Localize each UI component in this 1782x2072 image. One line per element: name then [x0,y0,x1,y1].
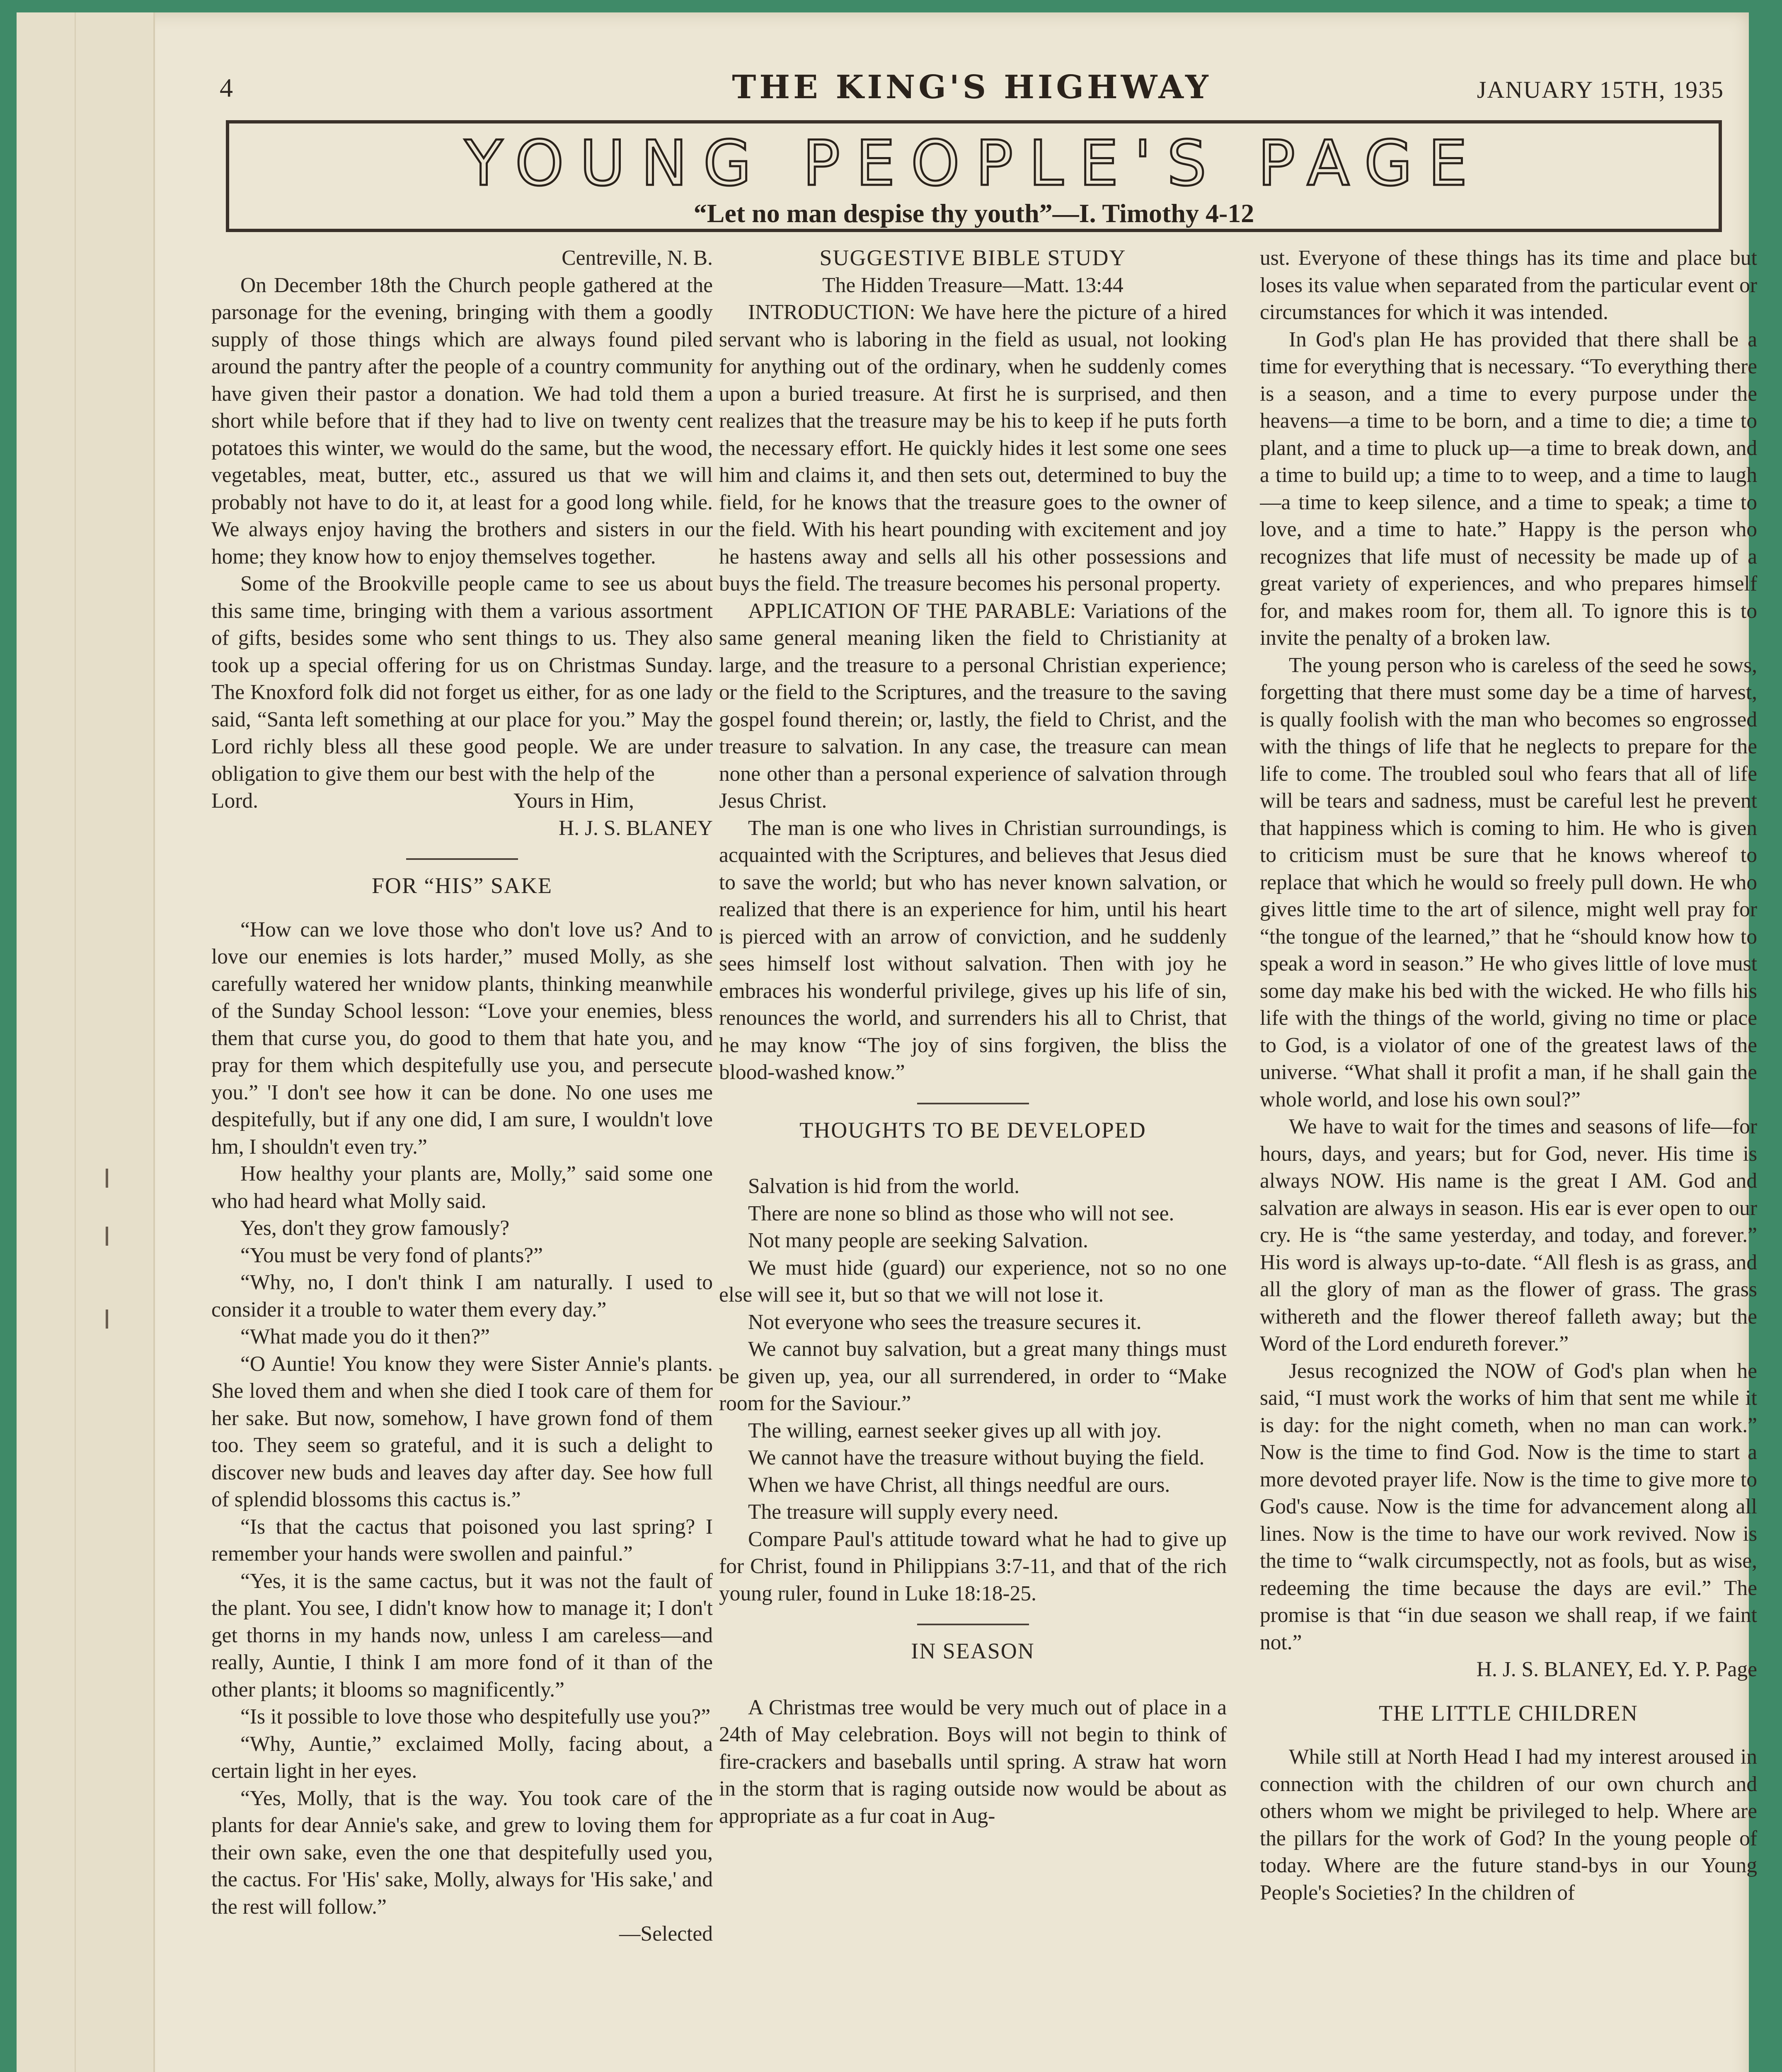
column-2 [719,244,1227,2072]
thought-item: We cannot have the treasure without buying the field. [748,1446,1205,1469]
paragraph: “Is it possible to love those who despitefully use you?” [240,1705,711,1728]
section-banner [226,120,1722,232]
underlying-page-edge [17,12,155,2072]
paragraph: While still at North Head I had my interest aroused in connection with the children of our own church and others whom we might be privileged to help. Where are the pillars for the work of God? In the young people of today. Where are the future stand-bys in our Young People's Societies? In the children of [1260,1745,1757,1905]
section-verse: “Let no man despise thy youth”—I. Timothy 4-12 [693,198,1254,228]
edge-mark [106,1227,108,1246]
thought-item: Not many people are seeking Salvation. [748,1229,1088,1252]
thought-item: Not everyone who sees the treasure secures it. [748,1310,1142,1334]
paragraph: Some of the Brookville people came to see us about this same time, bringing with them a various assortment of gifts, besides some who sent things to us. They also took up a special offering for us on Christmas Sunday. The Knoxford folk did not forget us either, for as one lady said, “Santa left something at our place for you.” May the Lord richly bless all these good people. We are under obligation to give them our best with the help of the [211,572,713,786]
thought-item: When we have Christ, all things needful are ours. [748,1473,1170,1497]
signature: H. J. S. BLANEY [559,816,713,840]
underlying-page-edge-fold [58,12,76,2072]
season-title: IN SEASON [911,1639,1035,1663]
paragraph: A Christmas tree would be very much out of place in a 24th of May celebration. Boys will not begin to think of fire-crackers and baseballs until spring. A straw hat worn in the storm that is raging outside now would be about as appropriate as a fur coat in Aug- [719,1695,1227,1828]
edge-mark [106,1169,108,1188]
paragraph: How healthy your plants are, Molly,” said some one who had heard what Molly said. [211,1162,713,1213]
dateline: Centreville, N. B. [562,246,713,270]
paragraph: “Is that the cactus that poisoned you last spring? I remember your hands were swollen and painful.” [211,1515,713,1566]
story-title: FOR “HIS” SAKE [371,873,552,898]
paragraph: On December 18th the Church people gathered at the parsonage for the evening, bringing with them a goodly supply of those things which are always found piled around the pantry after the people of a country community have given their pastor a donation. We had told them a short while before that if they had to live on twenty cent potatoes this winter, we would do the same, but the wood, vegetables, meat, butter, etc., assured us that we will probably not have to do it, at least for a good long while. We always enjoy having the brothers and sisters in our home; they know how to enjoy themselves together. [211,273,713,569]
closing-line [211,787,713,815]
paragraph: “O Auntie! You know they were Sister Annie's plants. She loved them and when she died I took care of them for her sake. But now, somehow, I have grown fond of them too. They seem so grateful, and it is such a delight to discover new buds and leaves day after day. See how full of splendid blossoms this cactus is.” [211,1352,713,1511]
paragraph: APPLICATION OF THE PARABLE: Variations of the same general meaning liken the field to Christianity at large, and the treasure to a personal Christian experience; or the field to the Scriptures, and the treasure to the saving gospel found therein; or, lastly, the field to Christ, and the treasure to salvation. In any case, the treasure can mean none other than a personal experience of salvation through Jesus Christ. [719,599,1227,813]
paragraph: INTRODUCTION: We have here the picture of a hired servant who is laboring in the field as usual, not looking for anything out of the ordinary, when he suddenly comes upon a buried treasure. At first he is surprised, and then realizes that the treasure may be his to keep if he puts forth the necessary effort. He quickly hides it lest some one sees him and claims it, and then sets out, determined to buy the field, for he knows that the treasure goes to the owner of the field. With his heart pounding with excitement and joy he hastens away and sells all his other possessions and buys the field. The treasure becomes his personal property. [719,300,1227,595]
paragraph: ust. Everyone of these things has its time and place but loses its value when separated from the particular event or circumstances for which it was intended. [1260,246,1757,324]
children-title: THE LITTLE CHILDREN [1379,1700,1638,1726]
spacer [211,900,713,916]
paragraph: Jesus recognized the NOW of God's plan when he said, “I must work the works of him that sent me while it is day: for the night cometh, when no man can work.” Now is the time to find God. Now is the time to start a more devoted prayer life. Now is the time to give more to God's cause. Now is the time for advancement along all lines. Now is the time to have our work revived. Now is the time to “walk circumspectly, not as fools, but as wise, redeeming the time because the days are evil.” The promise is that “in due season we shall reap, if we faint not.” [1260,1359,1757,1654]
journal-title: THE KING'S HIGHWAY [732,68,1212,106]
divider [917,1624,1029,1625]
study-title: SUGGESTIVE BIBLE STUDY [819,245,1126,270]
study-subtitle: The Hidden Treasure—Matt. 13:44 [822,273,1123,297]
paragraph: “Why, no, I don't think I am naturally. I used to consider it a trouble to water them every day.” [211,1271,713,1322]
thought-item: Compare Paul's attitude toward what he had to give up for Christ, found in Philippians 3:7-11, and that of the rich young ruler, found in Luke 18:18-25. [719,1527,1227,1605]
spacer [1260,1727,1757,1743]
paragraph: In God's plan He has provided that there shall be a time for everything that is necessary. “To everything there is a season, and a time to every purpose under the heavens—a time to be born, and a time to die; a time to plant, and a time to pluck up—a time to break down, and a time to build up; a time to to weep, and a time to laugh—a time to keep silence, and a time to speak; a time to love, and a time to hate.” Happy is the person who recognizes that life must of necessity be made up of a great variety of experiences, and who prepares himself for, and makes room for, them all. To ignore this is to invite the penalty of a broken law. [1260,327,1757,650]
closing-lead: Lord. [211,789,258,813]
running-head [220,68,1724,114]
page-number: 4 [220,73,233,102]
thought-item: The treasure will supply every need. [748,1500,1059,1524]
column-3 [1260,244,1757,2072]
paragraph: “Yes, it is the same cactus, but it was not the fault of the plant. You see, I didn't know how to manage it; I don't get thorns in my hands now, unless I am careless—and really, Auntie, I think I am more fond of it than of the other plants; it blooms so magnificently.” [211,1569,713,1702]
thoughts-title: THOUGHTS TO BE DEVELOPED [799,1117,1146,1143]
paragraph: “Yes, Molly, that is the way. You took care of the plants for dear Annie's sake, and grew to loving them for their own sake, even the one that despitefully used you, the cactus. For 'His' sake, Molly, always for 'His sake,' and the rest will follow.” [211,1786,713,1919]
credit: —Selected [619,1922,713,1946]
column-1 [211,244,713,2072]
thought-item: Salvation is hid from the world. [748,1174,1020,1198]
paragraph: The man is one who lives in Christian surroundings, is acquainted with the Scriptures, and believes that Jesus died to save the world; but who has never known salvation, or realized that there is an experience for him, until his heart is pierced with an arrow of conviction, and he suddenly sees himself lost without salvation. Then with joy he embraces his wonderful privilege, gives up his life of sin, renounces the world, and surrenders his all to Christ, that he may know “The joy of sins forgiven, the bliss the blood-washed know.” [719,816,1227,1084]
divider [406,858,518,860]
paragraph: The young person who is careless of the seed he sows, forgetting that there must some day be a time of harvest, is qually foolish with the man who becomes so engrossed with the things of life that he neglects to prepare for the life to come. The troubled soul who fears that all of life will be tears and sadness, must be careful lest he prevent that happiness which is coming to him. He who is given to criticism must be sure that he knows whereof to replace that which he would so freely pull down. He who gives little time to the art of silence, might well pray for “the tongue of the learned,” that he “should know how to speak a word in season.” He who gives little of love must some day make his bed with the wicked. He who fills his life with the things of the world, giving no time or place to God, is a violator of one of the greatest laws of the universe. “What shall it profit a man, if he shall gain the whole world, and lose his own soul?” [1260,653,1757,1111]
thought-item: The willing, earnest seeker gives up all with joy. [748,1418,1162,1443]
edge-mark [106,1310,108,1329]
closing: Yours in Him, [513,789,634,813]
paragraph: “How can we love those who don't love us? And to love our enemies is lots harder,” mused Molly, as she carefully watered her wnidow plants, thinking meanwhile of the Sunday School lesson: “Love your enemies, bless them that curse you, do good to them that hate you, and pray for them which despitefully use you, and persecute you.” 'I don't see how it can be done. No one uses me despitefully, but if any one did, I am sure, I wouldn't love hm, I shouldn't even try.” [211,917,713,1159]
thought-item: We must hide (guard) our experience, not so no one else will see it, but so that we will not lose it. [719,1256,1227,1307]
paragraph: Yes, don't they grow famously? [240,1216,510,1240]
spacer [1260,1683,1757,1700]
paragraph: “What made you do it then?” [240,1325,490,1348]
thought-item: There are none so blind as those who will not see. [748,1201,1174,1225]
paragraph: We have to wait for the times and seasons of life—for hours, days, and years; but for God, never. His time is always NOW. His name is the great I AM. God and salvation are always in season. His ear is ever open to our cry. He is “the same yesterday, and today, and forever.” His word is always up-to-date. “All flesh is as grass, and all the glory of man as the flower of grass. The grass withereth and the flower thereof falleth away; but the Word of the Lord endureth forever.” [1260,1115,1757,1356]
spacer [719,1665,1227,1694]
signature: H. J. S. BLANEY, Ed. Y. P. Page [1476,1658,1757,1681]
thought-item: We cannot buy salvation, but a great many things must be given up, yea, our all surrendered, in order to “Make room for the Saviour.” [719,1337,1227,1415]
paragraph: “Why, Auntie,” exclaimed Molly, facing about, a certain light in her eyes. [211,1732,713,1783]
divider [917,1103,1029,1104]
issue-date: JANUARY 15TH, 1935 [1477,76,1724,103]
spacer [719,1144,1227,1173]
section-title: YOUNG PEOPLE'S PAGE [465,128,1483,200]
paragraph: “You must be very fond of plants?” [240,1243,543,1267]
